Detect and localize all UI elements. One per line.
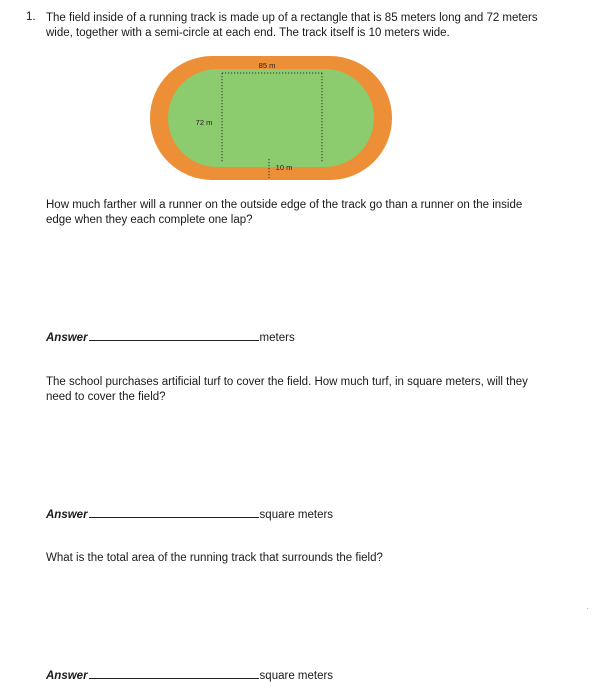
part-c-question: What is the total area of the running track that surrounds the field?	[46, 552, 383, 564]
question-intro: The field inside of a running track is made up of a rectangle that is 85 meters long and 72 meters wide, together with a semi-circle at each end. The track itself is 10 meters wide.	[46, 12, 538, 39]
answer-unit: square meters	[259, 509, 334, 521]
answer-unit: meters	[259, 332, 295, 344]
answer-label: Answer	[46, 332, 88, 344]
part-a-answer	[46, 330, 295, 344]
answer-blank[interactable]	[89, 668, 259, 679]
running-track-diagram	[150, 56, 392, 180]
answer-label: Answer	[46, 509, 88, 521]
part-b-question: The school purchases artificial turf to cover the field. How much turf, in square meters, will they need to cover the field?	[46, 376, 528, 403]
track-width-label: 10 m	[275, 163, 293, 172]
part-a-question: How much farther will a runner on the outside edge of the track go than a runner on the inside edge when they each complete one lap?	[46, 199, 523, 226]
answer-unit: square meters	[259, 670, 334, 682]
question-number: 1.	[26, 11, 36, 23]
answer-label: Answer	[46, 670, 88, 682]
answer-blank[interactable]	[89, 330, 259, 341]
answer-blank[interactable]	[89, 507, 259, 518]
width-label: 72 m	[195, 118, 213, 127]
part-c-answer	[46, 668, 333, 682]
length-label: 85 m	[258, 61, 276, 70]
part-b-answer	[46, 507, 333, 521]
stray-mark: ·	[586, 604, 589, 613]
